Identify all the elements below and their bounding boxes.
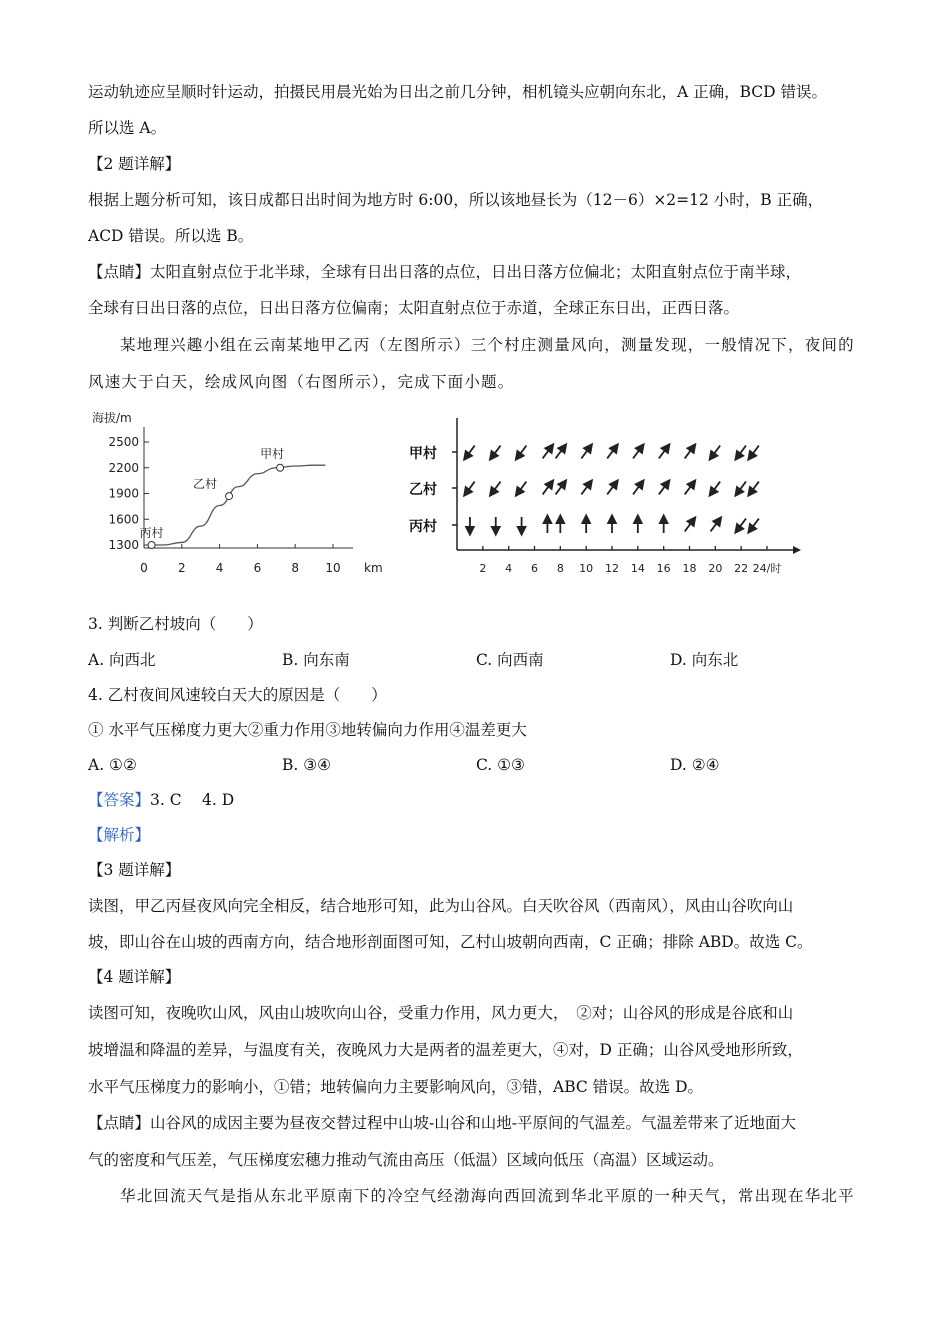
- wind-arrow: [736, 519, 746, 532]
- wind-arrow: [711, 446, 721, 459]
- wind-arrow: [749, 446, 759, 459]
- x-axis-arrowhead: [793, 546, 801, 554]
- answer-line: [88, 790, 234, 810]
- q4-option-c[interactable]: C. ①③: [476, 756, 525, 774]
- village-marker: [226, 493, 233, 500]
- paragraph-line: 水平气压梯度力的影响小，①错；地转偏向力主要影响风向，③错，ABC 错误。故选 D。: [88, 1078, 704, 1096]
- wind-arrow: [465, 446, 475, 459]
- paragraph-line: 所以选 A。: [88, 119, 167, 137]
- village-marker: [277, 464, 284, 471]
- paragraph-line: ACD 错误。所以选 B。: [88, 227, 254, 245]
- x-tick-label: 2: [479, 562, 487, 575]
- paragraph-line: 运动轨迹应呈顺时针运动，拍摄民用晨光始为日出之前几分钟，相机镜头应朝向东北，A 正确，BCD 错误。: [88, 83, 828, 101]
- elevation-profile-chart: [88, 405, 388, 580]
- x-tick-label: 16: [656, 562, 671, 575]
- section-title-q3-detail: 【3 题详解】: [88, 861, 181, 879]
- y-tick-label: 1600: [108, 512, 139, 527]
- wind-arrow: [685, 519, 695, 532]
- x-tick-label: 10: [579, 562, 594, 575]
- x-tick-label: 0: [140, 561, 148, 575]
- answer-tag: 【答案】: [88, 791, 151, 809]
- paragraph-line: 【点睛】太阳直射点位于北半球，全球有日出日落的点位，日出日落方位偏北；太阳直射点位于南半球，: [88, 263, 802, 281]
- question-3-stem: 3. 判断乙村坡向（ ）: [88, 615, 263, 633]
- wind-arrow: [543, 446, 553, 459]
- q4-option-b[interactable]: B. ③④: [282, 756, 332, 774]
- question-4-stem: 4. 乙村夜间风速较白天大的原因是（ ）: [88, 686, 387, 704]
- section-title-q4-detail: 【4 题详解】: [88, 968, 181, 986]
- wind-arrow: [465, 482, 475, 495]
- wind-direction-chart: [405, 410, 805, 580]
- x-tick-label: 6: [531, 562, 538, 575]
- profile-line: [144, 465, 325, 545]
- wind-arrow: [633, 482, 643, 495]
- wind-row-label: 丙村: [409, 519, 437, 535]
- wind-arrow: [685, 446, 695, 459]
- village-label: 丙村: [139, 526, 164, 540]
- tip-line: 【点睛】山谷风的成因主要为昼夜交替过程中山坡-山谷和山地-平原间的气温差。气温差带来了近地面大: [88, 1114, 796, 1132]
- wind-arrow: [749, 519, 759, 532]
- wind-arrow: [517, 482, 527, 495]
- answer-text: 3. C 4. D: [150, 791, 235, 809]
- wind-arrow: [556, 482, 566, 495]
- y-tick-label: 1900: [108, 486, 139, 501]
- wind-arrow: [749, 482, 759, 495]
- wind-arrow: [659, 482, 669, 495]
- q4-option-d[interactable]: D. ②④: [670, 756, 720, 774]
- x-tick-label: 14: [630, 562, 645, 575]
- x-tick-label: 4: [505, 562, 513, 575]
- x-tick-label: 10: [325, 561, 341, 575]
- wind-arrow: [736, 482, 746, 495]
- paragraph-line: 坡增温和降温的差异，与温度有关，夜晚风力大是两者的温差更大，④对，D 正确；山谷风受地形所致，: [88, 1041, 803, 1059]
- section-title-q2-detail: 【2 题详解】: [88, 155, 181, 173]
- village-label: 乙村: [193, 477, 218, 492]
- x-tick-label: 6: [253, 561, 262, 575]
- wind-arrow: [491, 482, 501, 495]
- x-tick-label: 12: [605, 562, 619, 575]
- q3-option-b[interactable]: B. 向东南: [282, 651, 350, 669]
- wind-arrow: [633, 446, 643, 459]
- wind-arrow: [659, 446, 669, 459]
- y-tick-label: 2500: [108, 435, 139, 449]
- wind-arrow: [491, 446, 501, 459]
- analysis-tag: 【解析】: [88, 826, 151, 844]
- wind-arrow: [685, 482, 695, 495]
- wind-row-label: 乙村: [409, 482, 437, 498]
- x-tick-label: 18: [682, 562, 697, 575]
- wind-arrow: [736, 446, 746, 459]
- wind-arrow: [607, 482, 617, 495]
- village-marker: [148, 542, 155, 549]
- paragraph-line: 根据上题分析可知，该日成都日出时间为地方时 6:00，所以该地昼长为（12－6）×2=12 小时，B 正确，: [88, 191, 824, 209]
- y-tick-label: 2200: [108, 460, 139, 475]
- q3-option-a[interactable]: A. 向西北: [88, 651, 156, 669]
- wind-arrow: [543, 482, 553, 495]
- y-tick-label: 1300: [108, 538, 139, 552]
- q3-option-c[interactable]: C. 向西南: [476, 651, 544, 669]
- x-tick-label: 4: [215, 561, 224, 575]
- paragraph-line: 全球有日出日落的点位，日出日落方位偏南；太阳直射点位于赤道，全球正东日出，正西日落。: [88, 299, 740, 317]
- village-label: 甲村: [260, 446, 285, 461]
- question-4-items: ① 水平气压梯度力更大②重力作用③地转偏向力作用④温差更大: [88, 721, 527, 739]
- question-intro: 风速大于白天，绘成风向图（右图所示），完成下面小题。: [88, 373, 515, 391]
- wind-row-label: 甲村: [409, 446, 437, 462]
- wind-arrow: [581, 446, 591, 459]
- tip-line: 气的密度和气压差，气压梯度宏穗力推动气流由高压（低温）区域向低压（高温）区域运动。: [88, 1151, 724, 1169]
- paragraph-line: 读图可知，夜晚吹山风，风由山坡吹向山谷，受重力作用，风力更大， ②对；山谷风的形成是谷底和山: [88, 1004, 794, 1022]
- next-question-intro: 华北回流天气是指从东北平原南下的冷空气经渤海向西回流到华北平原的一种天气，常出现在华北平: [120, 1187, 855, 1205]
- wind-arrow: [581, 482, 591, 495]
- wind-arrow: [711, 482, 721, 495]
- wind-arrow: [711, 519, 721, 532]
- x-tick-label: 22: [734, 562, 749, 575]
- q4-option-a[interactable]: A. ①②: [88, 756, 137, 774]
- wind-arrow: [517, 446, 527, 459]
- wind-arrow: [607, 446, 617, 459]
- x-tick-label: 8: [291, 561, 300, 575]
- x-tick-label: 8: [556, 562, 564, 575]
- paragraph-line: 读图，甲乙丙昼夜风向完全相反，结合地形可知，此为山谷风。白天吹谷风（西南风），风由山谷吹向山: [88, 897, 794, 915]
- paragraph-line: 坡，即山谷在山坡的西南方向，结合地形剖面图可知，乙村山坡朝向西南，C 正确；排除 ABD。故选 C。: [88, 933, 813, 951]
- x-tick-label: 20: [708, 562, 723, 575]
- wind-arrow: [556, 446, 566, 459]
- y-axis-label: 海拔/m: [92, 411, 132, 425]
- x-tick-label: 24/时: [752, 562, 782, 575]
- q3-option-d[interactable]: D. 向东北: [670, 651, 739, 669]
- x-axis-unit: km: [364, 561, 383, 575]
- question-intro: 某地理兴趣小组在云南某地甲乙丙（左图所示）三个村庄测量风向，测量发现，一般情况下，夜间的: [120, 336, 855, 354]
- x-tick-label: 2: [177, 561, 186, 575]
